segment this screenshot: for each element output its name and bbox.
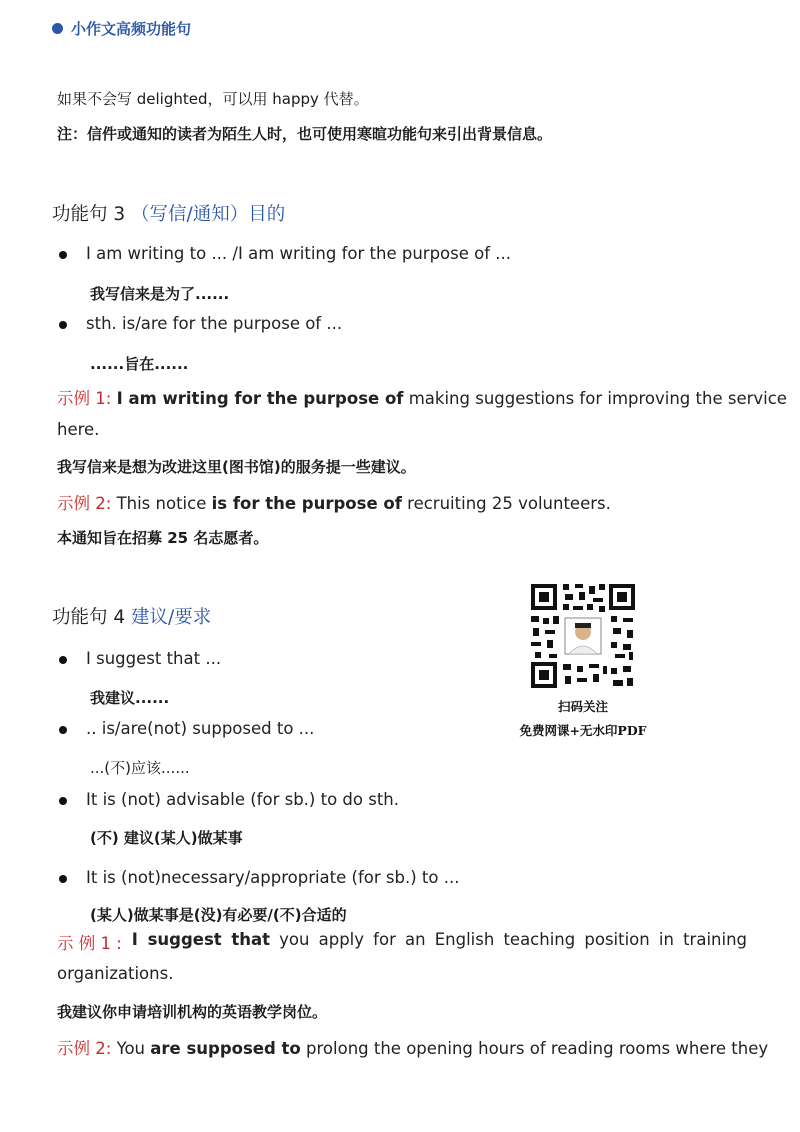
bullet-icon xyxy=(59,797,67,805)
s3-bullet1-en: I am writing to ... /I am writing for the purpose of ... xyxy=(86,244,512,263)
bullet-icon xyxy=(59,656,67,664)
s4-bullet3-en: It is (not) advisable (for sb.) to do sth. xyxy=(86,790,400,809)
s4-example1-cn: 我建议你申请培训机构的英语教学岗位。 xyxy=(57,1003,328,1021)
s4-example1-cont: organizations. xyxy=(57,964,174,983)
s3-example2: 示例 2: This notice is for the purpose of recruiting 25 volunteers. xyxy=(57,494,611,513)
s4-example2: 示例 2: You are supposed to prolong the opening hours of reading rooms where they xyxy=(57,1039,769,1058)
s4-bullet1-en: I suggest that ... xyxy=(86,649,222,668)
bullet-icon xyxy=(59,875,67,883)
s4-bullet2-cn: ...(不)应该...... xyxy=(90,759,190,777)
s3-bullet2-cn: ......旨在...... xyxy=(90,355,189,373)
s3-example1: 示例 1: I am writing for the purpose of making suggestions for improving the service xyxy=(57,389,787,408)
qr-caption-scan: 扫码关注 xyxy=(557,699,608,714)
bullet-icon xyxy=(59,726,67,734)
bullet-icon xyxy=(59,321,67,329)
s3-example2-cn: 本通知旨在招募 25 名志愿者。 xyxy=(57,529,269,547)
s4-example1: 示 例 1 : I suggest that you apply for an English teaching position in training xyxy=(57,930,747,953)
section3-title: 功能句 3 （写信/通知）目的 xyxy=(52,204,286,225)
header-title: 小作文高频功能句 xyxy=(71,20,192,38)
s4-bullet4-cn: (某人)做某事是(没)有必要/(不)合适的 xyxy=(90,906,347,924)
s4-bullet2-en: .. is/are(not) supposed to ... xyxy=(86,719,315,738)
bullet-icon xyxy=(59,251,67,259)
qr-code-image[interactable] xyxy=(527,580,639,692)
s3-example1-cont: here. xyxy=(57,420,100,439)
s3-bullet1-cn: 我写信来是为了...... xyxy=(90,285,230,303)
bullet-dot-icon xyxy=(52,23,63,34)
section4-title: 功能句 4 建议/要求 xyxy=(52,607,212,628)
s4-bullet3-cn: (不) 建议(某人)做某事 xyxy=(90,829,243,847)
s3-bullet2-en: sth. is/are for the purpose of ... xyxy=(86,314,343,333)
qr-caption-free: 免费网课+无水印PDF xyxy=(519,723,647,738)
s4-bullet1-cn: 我建议...... xyxy=(90,689,170,707)
s3-example1-cn: 我写信来是想为改进这里(图书馆)的服务提一些建议。 xyxy=(57,458,416,476)
intro-line: 如果不会写 delighted，可以用 happy 代替。 xyxy=(57,90,369,108)
intro-note: 注：信件或通知的读者为陌生人时，也可使用寒暄功能句来引出背景信息。 xyxy=(57,125,553,143)
s4-bullet4-en: It is (not)necessary/appropriate (for sb.) to ... xyxy=(86,868,460,887)
section-header xyxy=(52,18,191,39)
